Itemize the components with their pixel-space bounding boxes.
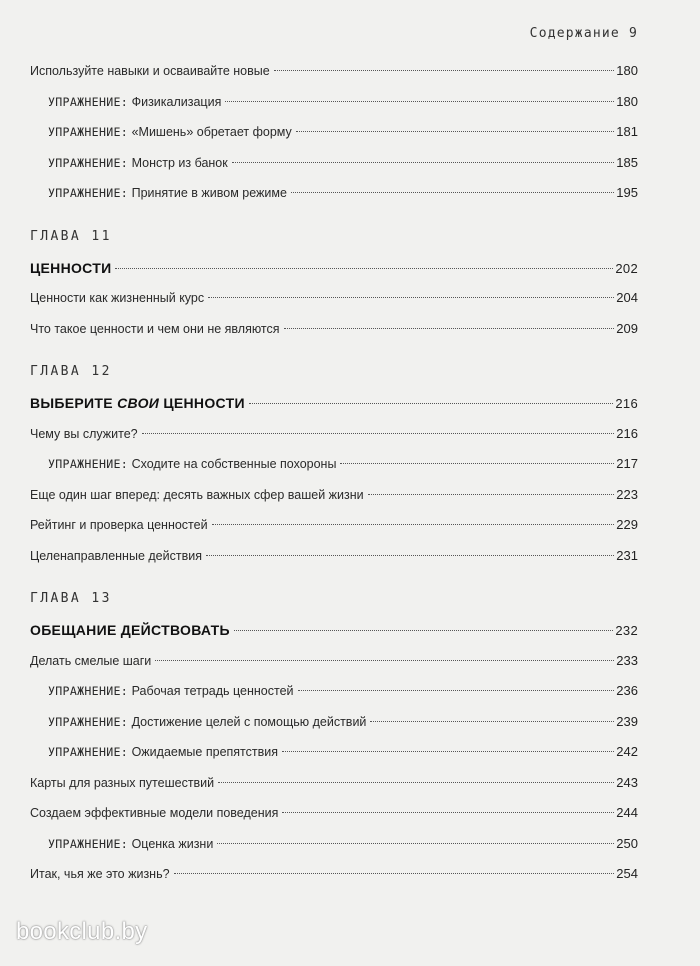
toc-entry — [30, 56, 638, 87]
toc-page-number: 236 — [616, 683, 638, 698]
toc-entry — [30, 510, 638, 541]
toc-exercise — [30, 449, 638, 480]
toc-exercise — [30, 737, 638, 768]
toc-page-number: 242 — [616, 744, 638, 759]
toc-page-number: 232 — [615, 623, 638, 638]
toc-entry-text: Оценка жизни — [131, 836, 214, 851]
toc-entry-text: Рабочая тетрадь ценностей — [131, 684, 294, 698]
dot-leader — [249, 403, 614, 404]
toc-exercise — [30, 676, 638, 707]
dot-leader — [234, 630, 614, 631]
exercise-prefix: УПРАЖНЕНИЕ: — [48, 125, 129, 139]
toc-entry — [30, 480, 638, 511]
toc-entry-text: Чему вы служите? — [30, 426, 138, 441]
toc-page-number: 239 — [616, 713, 638, 729]
toc-page-number: 217 — [616, 456, 638, 471]
toc-entry-text: Еще один шаг вперед: десять важных сфер вашей жизни — [30, 487, 364, 502]
toc-entry-text: Делать смелые шаги — [30, 653, 152, 668]
exercise-prefix: УПРАЖНЕНИЕ: — [48, 94, 129, 109]
toc-entry — [30, 314, 638, 345]
dot-leader — [370, 721, 614, 722]
toc-page-number: 185 — [616, 154, 638, 170]
toc-entry — [30, 419, 638, 450]
toc-page-number: 209 — [616, 320, 638, 336]
toc-page-number: 243 — [616, 774, 638, 790]
chapter-title-emphasis: СВОИ — [117, 395, 160, 411]
toc-entry — [30, 859, 638, 890]
toc-page-number: 223 — [616, 486, 638, 502]
chapter-title-part2: ЦЕННОСТИ — [163, 395, 245, 411]
running-head: Содержание 9 — [529, 26, 638, 41]
toc-entry — [30, 283, 638, 314]
toc-entry-text: Карты для разных путешествий — [30, 775, 215, 790]
dot-leader — [217, 843, 614, 844]
exercise-prefix: УПРАЖНЕНИЕ: — [48, 836, 129, 851]
chapter-title-text: ЦЕННОСТИ — [30, 259, 112, 276]
chapter-title-part1: ВЫБЕРИТЕ — [30, 395, 113, 411]
toc-entry-text: Создаем эффективные модели поведения — [30, 806, 279, 820]
toc-entry-text: Рейтинг и проверка ценностей — [30, 518, 208, 532]
toc-exercise — [30, 178, 638, 209]
exercise-prefix: УПРАЖНЕНИЕ: — [48, 684, 129, 698]
toc-page-number: 231 — [616, 547, 638, 563]
toc-page-number: 229 — [616, 517, 638, 532]
toc-entry-text: Что такое ценности и чем они не являются — [30, 321, 280, 336]
toc-entry-text: Целенаправленные действия — [30, 548, 202, 563]
dot-leader — [368, 494, 615, 495]
toc-exercise — [30, 148, 638, 179]
toc-page-number: 216 — [615, 396, 638, 411]
toc-exercise — [30, 87, 638, 118]
toc-page-number: 195 — [616, 185, 638, 200]
toc-page-number: 181 — [616, 124, 638, 139]
toc-page-number: 202 — [615, 260, 638, 276]
toc-entry-text: Используйте навыки и осваивайте новые — [30, 64, 270, 78]
toc-entry-text: Сходите на собственные похороны — [131, 457, 337, 471]
toc-entry-text: Монстр из банок — [131, 155, 228, 170]
toc-entry-text: Достижение целей с помощью действий — [131, 714, 367, 729]
dot-leader — [208, 297, 614, 298]
dot-leader — [340, 463, 614, 464]
dot-leader — [212, 524, 615, 525]
toc-exercise — [30, 707, 638, 738]
toc-page-number: 216 — [616, 425, 638, 441]
toc-entry-text: Итак, чья же это жизнь? — [30, 867, 170, 881]
chapter-heading-11: ГЛАВА 11 — [30, 228, 112, 244]
toc-entry-text: «Мишень» обретает форму — [131, 125, 292, 139]
toc-page-number: 180 — [616, 63, 638, 78]
dot-leader — [115, 268, 613, 269]
chapter-title-13 — [30, 615, 638, 646]
exercise-prefix: УПРАЖНЕНИЕ: — [48, 155, 129, 170]
dot-leader — [174, 873, 615, 874]
dot-leader — [298, 690, 615, 691]
toc-exercise — [30, 829, 638, 860]
chapter-heading-12: ГЛАВА 12 — [30, 364, 112, 379]
exercise-prefix: УПРАЖНЕНИЕ: — [48, 457, 129, 471]
exercise-prefix: УПРАЖНЕНИЕ: — [48, 714, 129, 729]
watermark: bookclub.by — [16, 918, 148, 945]
chapter-title-11 — [30, 253, 638, 284]
dot-leader — [274, 70, 615, 71]
dot-leader — [232, 162, 615, 163]
toc-page-number: 180 — [616, 93, 638, 109]
toc-entry-text: Физикализация — [131, 94, 222, 109]
dot-leader — [296, 131, 615, 132]
table-of-contents — [30, 56, 638, 890]
dot-leader — [284, 328, 615, 329]
toc-entry-text: Ценности как жизненный курс — [30, 291, 205, 305]
toc-page-number: 244 — [616, 805, 638, 820]
toc-page-number: 233 — [616, 652, 638, 668]
toc-exercise — [30, 117, 638, 148]
dot-leader — [155, 660, 614, 661]
exercise-prefix: УПРАЖНЕНИЕ: — [48, 745, 129, 759]
toc-page-number: 204 — [616, 290, 638, 305]
toc-entry — [30, 768, 638, 799]
toc-entry — [30, 541, 638, 572]
dot-leader — [225, 101, 614, 102]
exercise-prefix: УПРАЖНЕНИЕ: — [48, 186, 129, 200]
dot-leader — [142, 433, 615, 434]
chapter-title-text: ОБЕЩАНИЕ ДЕЙСТВОВАТЬ — [30, 622, 230, 638]
dot-leader — [282, 751, 614, 752]
dot-leader — [291, 192, 614, 193]
chapter-title-12 — [30, 388, 638, 419]
toc-entry — [30, 798, 638, 829]
dot-leader — [282, 812, 614, 813]
dot-leader — [206, 555, 614, 556]
toc-page-number: 250 — [616, 835, 638, 851]
chapter-heading-13: ГЛАВА 13 — [30, 591, 112, 606]
toc-entry-text: Принятие в живом режиме — [131, 186, 287, 200]
toc-entry — [30, 646, 638, 677]
toc-page-number: 254 — [616, 866, 638, 881]
toc-entry-text: Ожидаемые препятствия — [131, 745, 279, 759]
dot-leader — [218, 782, 614, 783]
